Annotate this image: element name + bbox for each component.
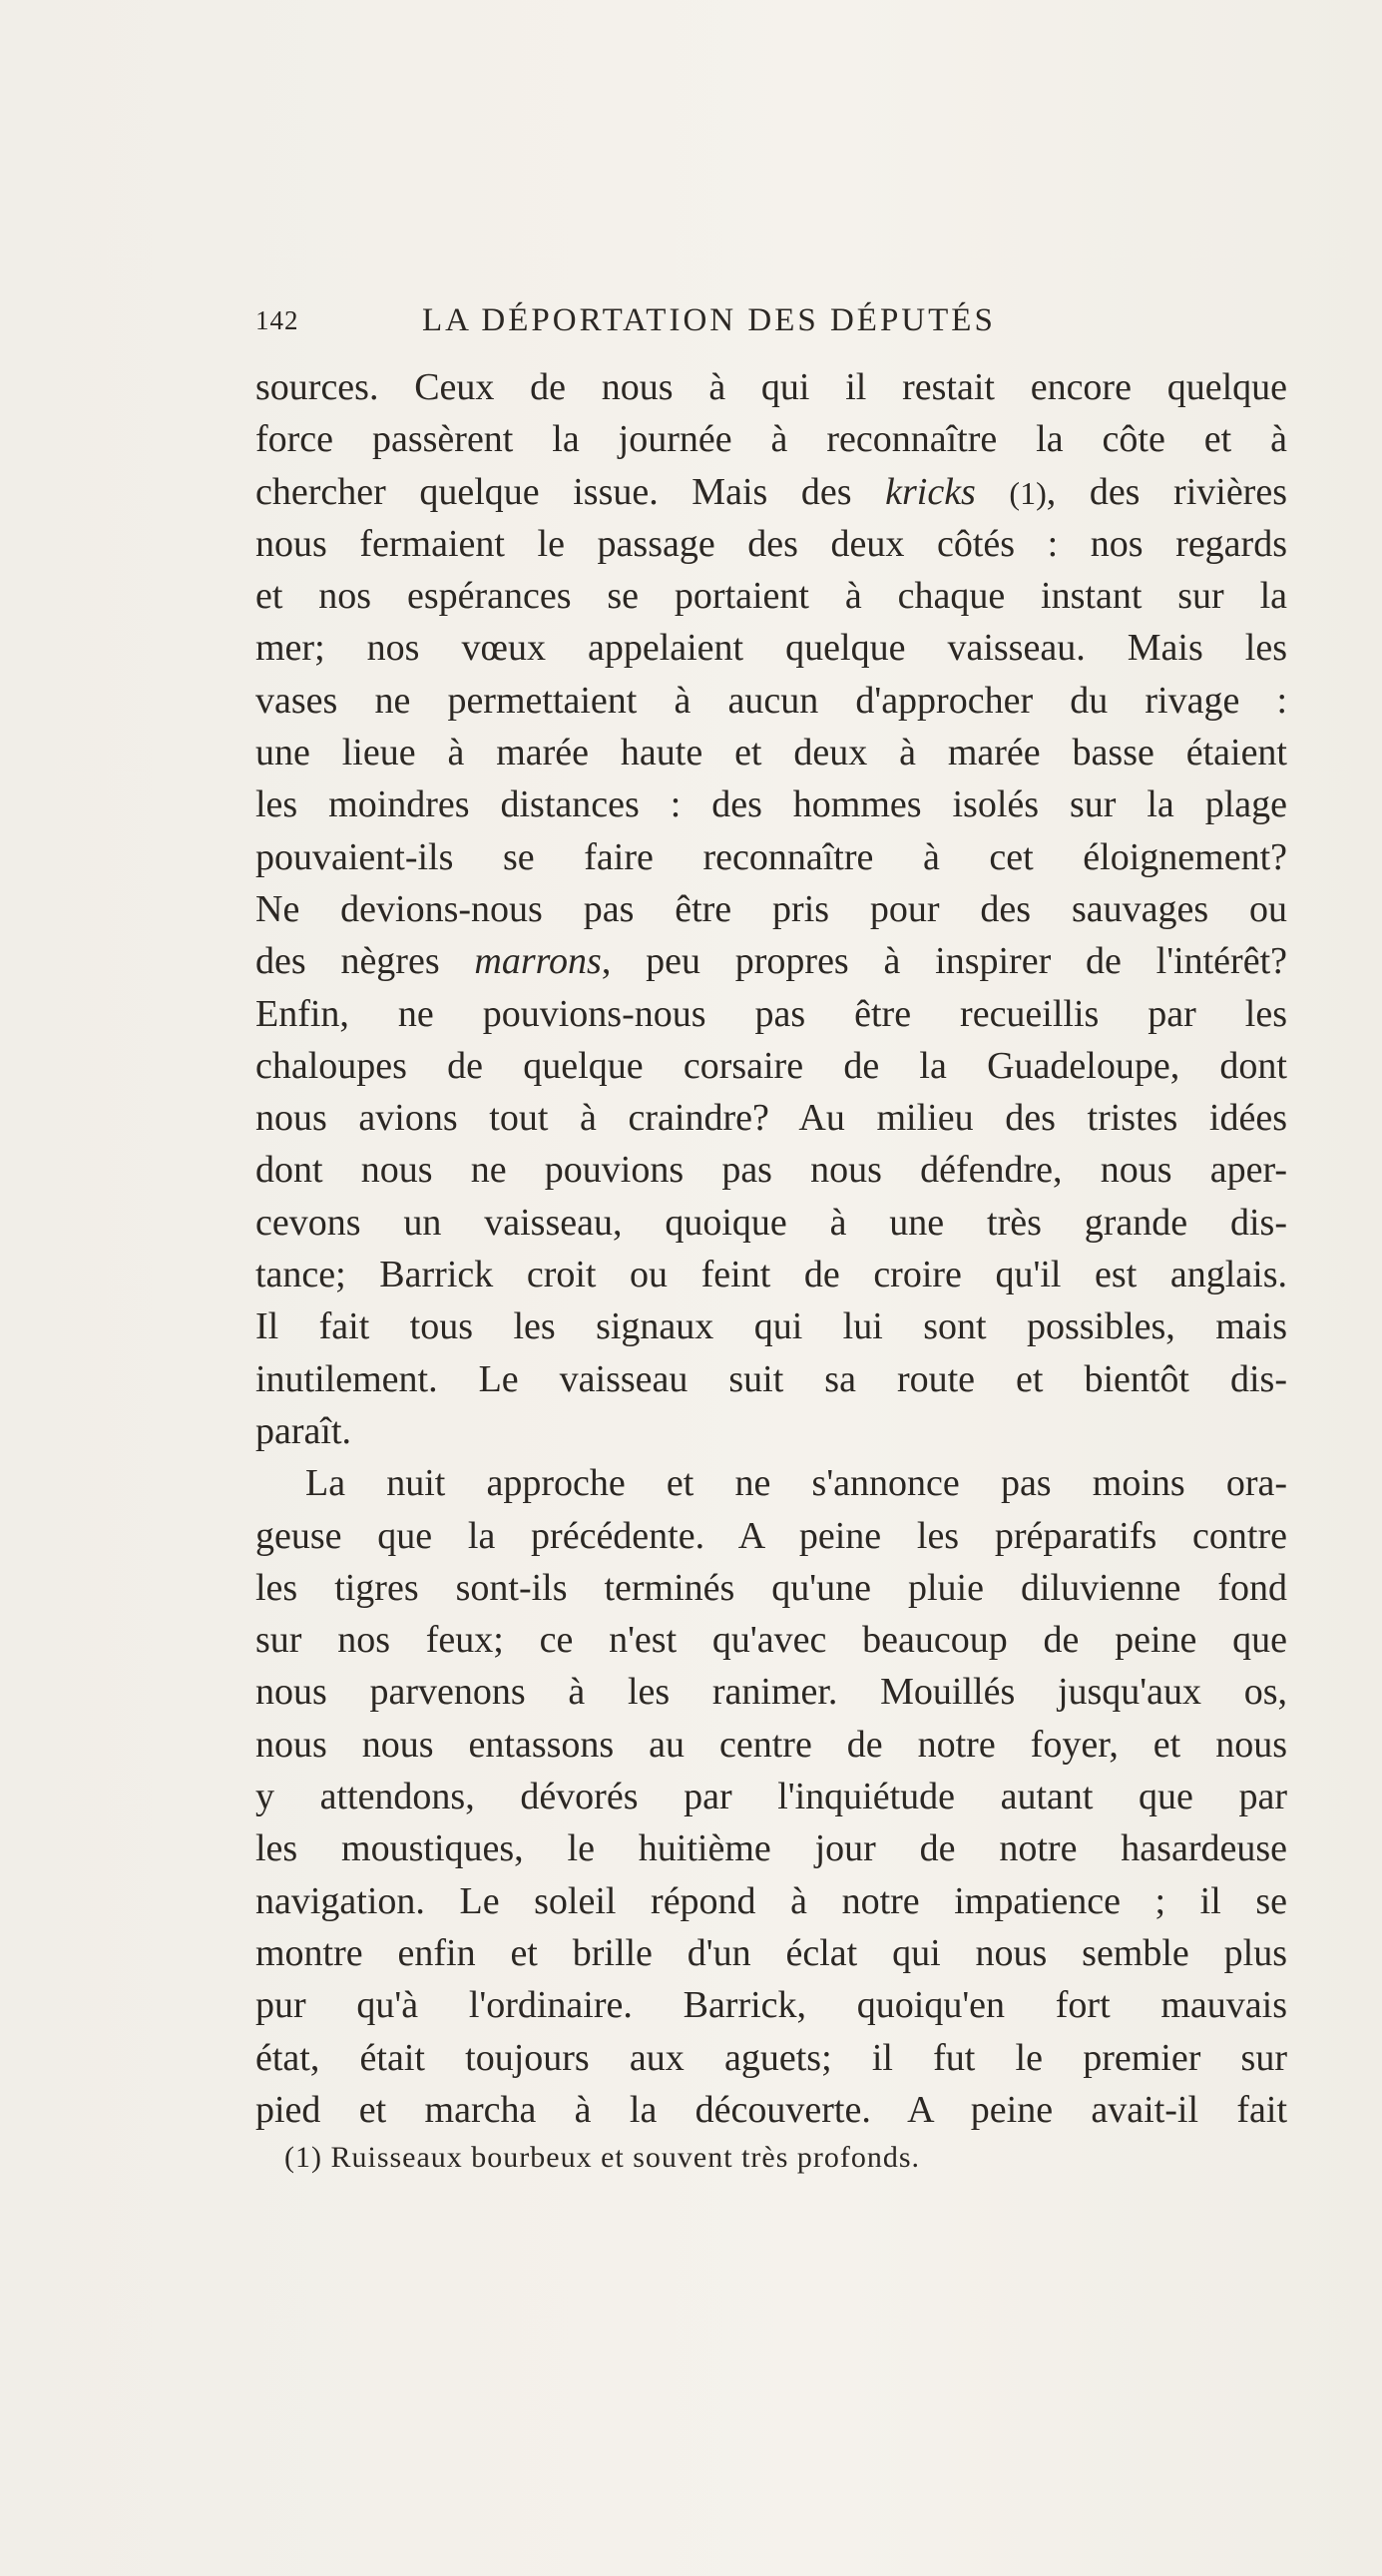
text-line: nous nous entassons au centre de notre foyer, et nous [255, 1723, 1287, 1766]
page-number: 142 [255, 305, 299, 335]
text-line: Enfin, ne pouvions-nous pas être recueillis par les [255, 992, 1287, 1035]
text-line: chaloupes de quelque corsaire de la Guadeloupe, dont [255, 1044, 1287, 1087]
text-line: mer; nos vœux appelaient quelque vaisseau. Mais les [255, 627, 1287, 670]
text-line: navigation. Le soleil répond à notre impatience ; il se [255, 1879, 1287, 1922]
text-line: sources. Ceux de nous à qui il restait encore quelque [255, 366, 1287, 408]
italic-word: kricks [885, 470, 976, 513]
text-line: nous parvenons à les ranimer. Mouillés jusqu'aux os, [255, 1671, 1287, 1714]
text-line: nous avions tout à craindre? Au milieu des tristes idées [255, 1097, 1287, 1140]
text-line: sur nos feux; ce n'est qu'avec beaucoup de peine que [255, 1619, 1287, 1662]
text-line: cevons un vaisseau, quoique à une très grande dis- [255, 1201, 1287, 1244]
text-line: force passèrent la journée à reconnaître la côte et à [255, 418, 1287, 461]
footnote: (1) Ruisseaux bourbeux et souvent très profonds. [284, 2141, 921, 2174]
text-line: les moindres distances : des hommes isolés sur la plage [255, 783, 1287, 826]
body-text [255, 361, 1287, 2136]
italic-word: marrons [474, 940, 602, 983]
text-line: inutilement. Le vaisseau suit sa route et bientôt dis- [255, 1357, 1287, 1400]
text-line: y attendons, dévorés par l'inquiétude autant que par [255, 1776, 1287, 1818]
text-line: les moustiques, le huitième jour de notre hasardeuse [255, 1827, 1287, 1870]
text-line: et nos espérances se portaient à chaque instant sur la [255, 575, 1287, 618]
text-line: pied et marcha à la découverte. A peine avait-il fait [255, 2088, 1287, 2131]
footnote-reference: (1) [1009, 474, 1047, 511]
text-line: pur qu'à l'ordinaire. Barrick, quoiqu'en fort mauvais [255, 1984, 1287, 2027]
text-line: montre enfin et brille d'un éclat qui nous semble plus [255, 1931, 1287, 1974]
text-line: geuse que la précédente. A peine les préparatifs contre [255, 1514, 1287, 1557]
text-line: des nègres marrons, peu propres à inspirer de l'intérêt? [255, 940, 1287, 983]
paragraph-start-line: La nuit approche et ne s'annonce pas moins ora- [305, 1462, 1287, 1505]
text-line: Ne devions-nous pas être pris pour des sauvages ou [255, 887, 1287, 930]
text-line: état, était toujours aux aguets; il fut le premier sur [255, 2036, 1287, 2079]
text-line: une lieue à marée haute et deux à marée basse étaient [255, 732, 1287, 774]
text-line: Il fait tous les signaux qui lui sont possibles, mais [255, 1305, 1287, 1348]
text-line: nous fermaient le passage des deux côtés : nos regards [255, 522, 1287, 565]
text-line: dont nous ne pouvions pas nous défendre, nous aper- [255, 1149, 1287, 1192]
text-line: les tigres sont-ils terminés qu'une pluie diluvienne fond [255, 1566, 1287, 1609]
text-line: pouvaient-ils se faire reconnaître à cet éloignement? [255, 835, 1287, 878]
text-line: chercher quelque issue. Mais des kricks (1), des rivières [255, 470, 1287, 513]
page-header [255, 295, 1124, 345]
paragraph-end-line: paraît. [255, 1409, 352, 1452]
running-title: LA DÉPORTATION DES DÉPUTÉS [422, 302, 996, 338]
text-line: vases ne permettaient à aucun d'approcher du rivage : [255, 679, 1287, 722]
text-line: tance; Barrick croit ou feint de croire qu'il est anglais. [255, 1254, 1287, 1296]
